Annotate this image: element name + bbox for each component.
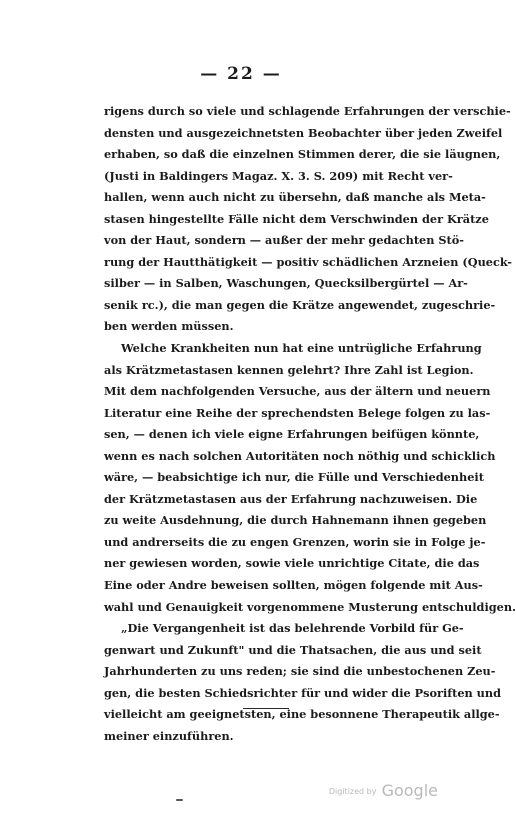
text-line: „Die Vergangenheit ist das belehrende Vorbild für Ge- (121, 621, 464, 636)
paragraph (104, 338, 516, 618)
print-speck (176, 799, 183, 801)
body-text (104, 101, 516, 747)
text-line: densten und ausgezeichnetsten Beobachter über jeden Zweifel (104, 125, 503, 140)
text-line: rigens durch so viele und schlagende Erfahrungen der verschie- (104, 104, 511, 118)
text-line: Welche Krankheiten nun hat eine untrügliche Erfahrung (121, 341, 482, 356)
text-line: ner gewiesen worden, sowie viele unrichtige Citate, die das (104, 556, 480, 571)
page-number-header: — 22 — (200, 64, 282, 84)
text-line: senik rc.), die man gegen die Krätze angewendet, zugeschrie- (104, 297, 496, 312)
text-line: von der Haut, sondern — außer der mehr gedachten Stö- (104, 233, 464, 248)
text-line: Jahrhunderten zu uns reden; sie sind die unbestochenen Zeu- (104, 664, 496, 679)
text-line: und andrerseits die zu engen Grenzen, worin sie in Folge je- (104, 534, 486, 549)
paragraph (104, 618, 501, 747)
text-line: erhaben, so daß die einzelnen Stimmen derer, die sie läugnen, (104, 147, 501, 162)
text-line: als Krätzmetastasen kennen gelehrt? Ihre Zahl ist Legion. (104, 362, 474, 377)
text-line: hallen, wenn auch nicht zu übersehn, daß manche als Meta- (104, 190, 486, 205)
section-end-rule (243, 708, 289, 709)
text-line: Mit dem nachfolgenden Versuche, aus der ältern und neuern (104, 384, 491, 399)
watermark-prefix: Digitized by (328, 787, 377, 796)
text-line: gen, die besten Schiedsrichter für und wider die Psoriften und (104, 685, 501, 700)
text-line: rung der Hautthätigkeit — positiv schädlichen Arzneien (Queck- (104, 254, 512, 269)
digitized-by-google-watermark (329, 781, 438, 800)
text-line: zu weite Ausdehnung, die durch Hahnemann ihnen gegeben (104, 513, 487, 528)
text-line: wäre, — beabsichtige ich nur, die Fülle und Verschiedenheit (104, 470, 484, 485)
paragraph (104, 101, 512, 338)
watermark-brand: Google (381, 781, 438, 800)
text-line: Eine oder Andre beweisen sollten, mögen folgende mit Aus- (104, 578, 483, 593)
text-line: sen, — denen ich viele eigne Erfahrungen beifügen könnte, (104, 427, 480, 442)
text-line: vielleicht am geeignetsten, eine besonnene Therapeutik allge- (104, 707, 500, 722)
text-line: wenn es nach solchen Autoritäten noch nöthig und schicklich (104, 448, 496, 463)
text-line: Literatur eine Reihe der sprechendsten Belege folgen zu las- (104, 405, 491, 420)
text-line: silber — in Salben, Waschungen, Quecksilbergürtel — Ar- (104, 276, 468, 291)
text-line: der Krätzmetastasen aus der Erfahrung nachzuweisen. Die (104, 491, 478, 506)
text-line: ben werden müssen. (104, 319, 234, 334)
text-line: (Justi in Baldingers Magaz. X. 3. S. 209) mit Recht ver- (104, 168, 453, 183)
text-line: wahl und Genauigkeit vorgenommene Musterung entschuldigen. (104, 599, 516, 614)
text-line: meiner einzuführen. (104, 728, 234, 743)
text-line: genwart und Zukunft" und die Thatsachen, die aus und seit (104, 642, 482, 657)
text-line: stasen hingestellte Fälle nicht dem Verschwinden der Krätze (104, 211, 489, 226)
